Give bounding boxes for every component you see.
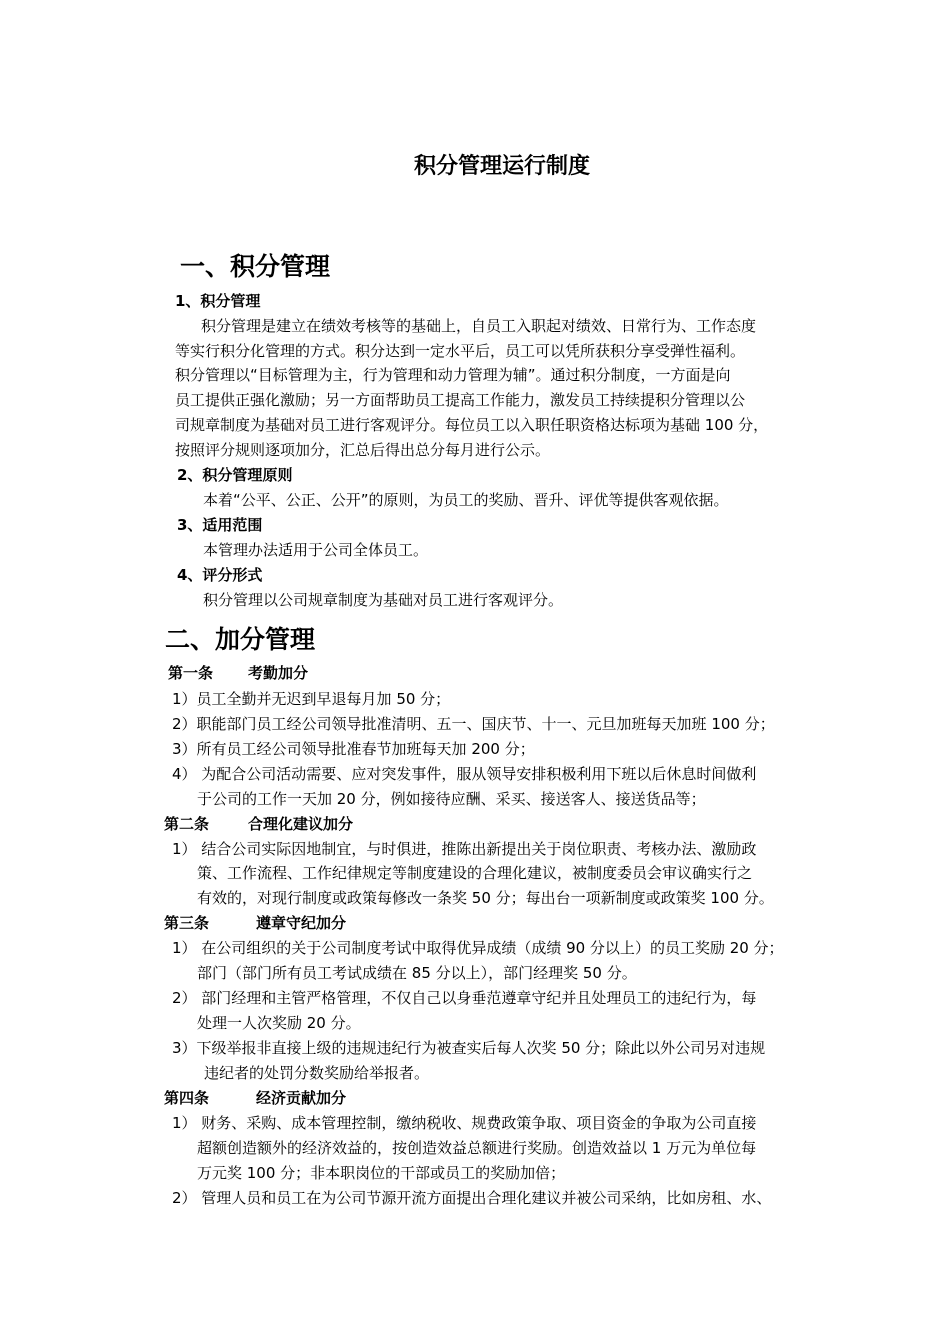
paragraph-line: 本着“公平、公正、公开”的原则，为员工的奖励、晋升、评优等提供客观依据。: [203, 491, 729, 509]
article-name: 合理化建议加分: [248, 815, 354, 833]
list-item: 有效的，对现行制度或政策每修改一条奖 50 分；每出台一项新制度或政策奖 100 分。: [197, 889, 774, 907]
list-item: 1）员工全勤并无迟到早退每月加 50 分；: [172, 690, 451, 708]
list-item: 处理一人次奖励 20 分。: [197, 1014, 361, 1032]
list-item: 违纪者的处罚分数奖励给举报者。: [204, 1064, 430, 1082]
article-label: 第四条: [164, 1089, 210, 1107]
article-heading: [168, 662, 308, 683]
list-item: 2） 部门经理和主管严格管理，不仅自己以身垂范遵章守纪并且处理员工的违纪行为，每: [172, 989, 757, 1007]
article-name: 经济贡献加分: [256, 1089, 347, 1107]
article-heading: [164, 912, 346, 933]
list-item: 策、工作流程、工作纪律规定等制度建设的合理化建议，被制度委员会审议确实行之: [197, 864, 753, 882]
list-item: 部门（部门所有员工考试成绩在 85 分以上），部门经理奖 50 分。: [197, 964, 637, 982]
list-item: 1） 在公司组织的关于公司制度考试中取得优异成绩（成绩 90 分以上）的员工奖励 20 分；: [172, 939, 784, 957]
subheading: 4、评分形式: [177, 566, 263, 584]
article-heading: [164, 1087, 346, 1108]
article-label: 第二条: [164, 815, 210, 833]
list-item: 1） 财务、采购、成本管理控制，缴纳税收、规费政策争取、项目资金的争取为公司直接: [172, 1114, 757, 1132]
paragraph-line: 积分管理是建立在绩效考核等的基础上，自员工入职起对绩效、日常行为、工作态度: [201, 317, 757, 335]
subheading: 2、积分管理原则: [177, 466, 293, 484]
list-item: 3）所有员工经公司领导批准春节加班每天加 200 分；: [172, 740, 535, 758]
list-item: 超额创造额外的经济效益的，按创造效益总额进行奖励。创造效益以 1 万元为单位每: [197, 1139, 757, 1157]
list-item: 于公司的工作一天加 20 分，例如接待应酬、采买、接送客人、接送货品等；: [197, 790, 706, 808]
paragraph-line: 积分管理以公司规章制度为基础对员工进行客观评分。: [203, 591, 564, 609]
paragraph-line: 等实行积分化管理的方式。积分达到一定水平后，员工可以凭所获积分享受弹性福利。: [175, 342, 746, 360]
list-item: 1） 结合公司实际因地制宜，与时俱进，推陈出新提出关于岗位职责、考核办法、激励政: [172, 840, 757, 858]
subheading: 3、适用范围: [177, 516, 263, 534]
list-item: 万元奖 100 分；非本职岗位的干部或员工的奖励加倍；: [197, 1164, 566, 1182]
paragraph-line: 司规章制度为基础对员工进行客观评分。每位员工以入职任职资格达标项为基础 100 分，: [175, 416, 769, 434]
section-heading-2: 二、加分管理: [165, 625, 316, 654]
list-item: 2） 管理人员和员工在为公司节源开流方面提出合理化建议并被公司采纳，比如房租、水、: [172, 1189, 772, 1207]
paragraph-line: 积分管理以“目标管理为主，行为管理和动力管理为辅”。通过积分制度，一方面是向: [175, 366, 731, 384]
paragraph-line: 按照评分规则逐项加分，汇总后得出总分每月进行公示。: [175, 441, 551, 459]
article-label: 第三条: [164, 914, 210, 932]
page-title: 积分管理运行制度: [413, 154, 590, 179]
paragraph-line: 员工提供正强化激励；另一方面帮助员工提高工作能力，激发员工持续提积分管理以公: [175, 391, 746, 409]
section-heading-1: 一、积分管理: [180, 252, 331, 281]
list-item: 2）职能部门员工经公司领导批准清明、五一、国庆节、十一、元旦加班每天加班 100 分；: [172, 715, 775, 733]
article-name: 考勤加分: [248, 664, 309, 682]
article-heading: [164, 813, 353, 834]
article-name: 遵章守纪加分: [256, 914, 347, 932]
subheading: 1、积分管理: [175, 292, 261, 310]
paragraph-line: 本管理办法适用于公司全体员工。: [203, 541, 429, 559]
list-item: 4） 为配合公司活动需要、应对突发事件，服从领导安排积极利用下班以后休息时间做利: [172, 765, 757, 783]
list-item: 3）下级举报非直接上级的违规违纪行为被查实后每人次奖 50 分；除此以外公司另对违规: [172, 1039, 766, 1057]
article-label: 第一条: [168, 664, 214, 682]
